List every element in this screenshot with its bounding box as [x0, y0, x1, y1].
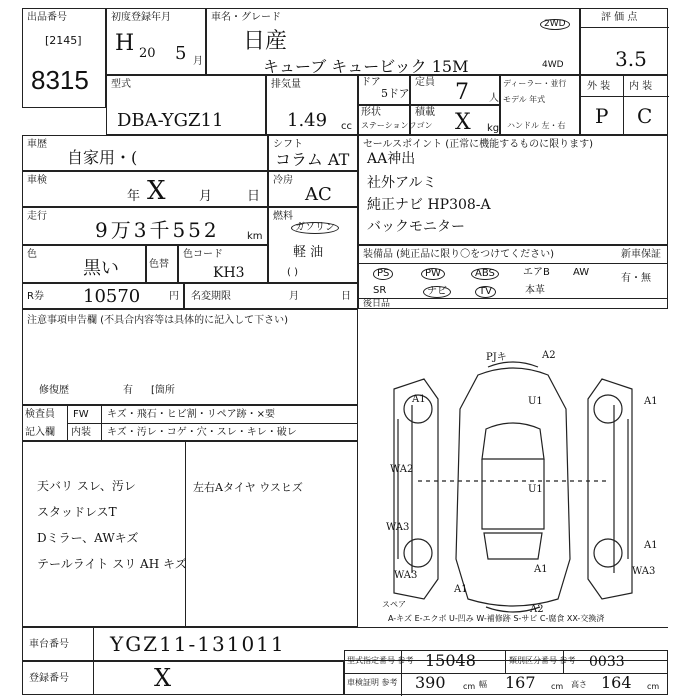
equip-pw: PW	[421, 268, 445, 280]
inspector-label: 検査員	[25, 409, 55, 420]
shift-label: シフト	[273, 139, 303, 150]
spare-mark: スペア	[382, 600, 406, 609]
inspector-note-right-1: 左右Aタイヤ ウスヒズ	[193, 481, 303, 494]
score-box	[580, 8, 668, 75]
exterior-label: 外 装	[587, 81, 611, 92]
ac-label: 冷房	[273, 175, 293, 186]
drive-2wd: 2WD	[540, 19, 570, 30]
model-code-value: 15048	[425, 651, 476, 670]
fuel-label: 燃料	[273, 211, 293, 222]
mark-a1-right-rear: A1	[644, 540, 658, 551]
reg-number-value: X	[154, 664, 172, 692]
mark-pjki: PJキ	[486, 352, 507, 363]
displacement-unit: cc	[341, 121, 352, 132]
door-box	[358, 75, 410, 105]
repair-location: [箇所	[151, 385, 175, 396]
mark-a2-bottom: A2	[530, 604, 544, 615]
equipment-label: 装備品 (純正品に限り〇をつけてください)	[363, 249, 554, 260]
int-items: キズ・汚レ・コゲ・穴・スレ・キレ・破レ	[107, 427, 297, 438]
displacement: 1.49	[287, 110, 328, 131]
mileage-value: 9万3千552	[95, 218, 220, 242]
shift-value: コラム AT	[275, 150, 350, 169]
equip-navi: ナビ	[423, 286, 451, 298]
ext-int-grade-box	[580, 75, 668, 135]
dealer-label: ディーラー・並行	[503, 79, 567, 88]
warranty-options: 有・無	[621, 273, 651, 284]
interior-label: 内 装	[629, 81, 653, 92]
mileage-unit: km	[247, 231, 263, 242]
reg-expiry-day: 日	[341, 291, 351, 302]
reg-number-value-box	[94, 661, 344, 695]
capacity-unit: 人	[489, 93, 499, 104]
color-code-box	[178, 245, 268, 283]
equip-ps: PS	[373, 268, 393, 280]
model-code-label: 型式指定番号 参考	[347, 656, 414, 665]
mark-u1-center: U1	[528, 484, 543, 495]
car-name-box	[206, 8, 580, 75]
shape-label: 形状	[361, 107, 381, 118]
entry-label: 記入欄	[25, 427, 55, 438]
first-reg-month: 5	[175, 43, 187, 64]
recycle-value: 10570	[83, 286, 141, 307]
displacement-label: 排気量	[271, 79, 301, 90]
class-code-label: 類別区分番号 参考	[509, 656, 576, 665]
height-value: 164	[601, 673, 632, 692]
shape: ステーションワゴン	[361, 121, 433, 130]
equip-aw: AW	[573, 267, 590, 278]
new-warranty-label: 新車保証	[621, 249, 661, 260]
fuel-other: ( )	[287, 267, 298, 278]
first-reg-year: 20	[139, 46, 156, 61]
height-unit: cm	[647, 682, 660, 691]
color-code-label: 色コード	[183, 249, 223, 260]
reg-number-label: 登録番号	[29, 673, 69, 684]
width-value: 167	[505, 673, 536, 692]
chassis-label-box	[22, 627, 94, 661]
width-unit: cm	[551, 682, 564, 691]
model-year-label: モデル 年式	[503, 95, 546, 104]
load: X	[455, 110, 471, 135]
reg-expiry-month: 月	[289, 291, 299, 302]
length-unit: cm	[463, 682, 476, 691]
sales-point-box	[358, 135, 668, 245]
color-code: KH3	[213, 265, 245, 281]
inspection-box	[22, 171, 268, 207]
damage-legend: A-キズ E-エクボ U-凹み W-補修跡 S-サビ C-腐食 XX-交換済	[388, 614, 605, 623]
chassis-label: 車台番号	[29, 639, 69, 650]
dealer-box	[500, 75, 580, 135]
interior-grade: C	[637, 104, 653, 128]
length-label: 車検証明 参考	[347, 678, 398, 687]
mark-a2-top: A2	[542, 350, 556, 361]
sales-point-1: AA神出	[367, 151, 416, 167]
caution-box	[22, 309, 358, 405]
capacity-box	[410, 75, 500, 105]
exterior-grade: P	[595, 104, 609, 128]
repair-label: 修復歴	[39, 385, 69, 396]
load-box	[410, 105, 500, 135]
lot-number: 8315	[31, 65, 89, 95]
recycle-unit: 円	[169, 291, 179, 302]
length-value: 390	[415, 673, 446, 692]
shift-box	[268, 135, 358, 171]
mark-u1-top: U1	[528, 396, 543, 407]
model-box	[106, 75, 266, 135]
fuel-diesel: 軽 油	[293, 245, 324, 260]
inspector-box	[22, 405, 358, 441]
repair-value: 有	[123, 385, 133, 396]
sales-point-2: 社外アルミ	[367, 175, 437, 191]
handle-label: ハンドル 左・右	[507, 121, 566, 130]
equipment-box	[358, 245, 668, 309]
inspector-note-2: スタッドレスT	[37, 505, 117, 519]
color-label: 色	[27, 249, 37, 260]
lot-number-small: [2145]	[45, 34, 82, 47]
drive-4wd: 4WD	[542, 60, 564, 70]
mark-wa3-left-rear: WA3	[394, 570, 418, 581]
equip-leather: 本革	[525, 285, 545, 296]
inspection-x: X	[147, 176, 166, 206]
equip-sr: SR	[373, 285, 387, 296]
model-label: 型式	[111, 79, 131, 90]
inspector-note-4: テールライト スリ AH キズ	[37, 557, 187, 571]
color-value: 黒い	[83, 258, 119, 279]
fuel-box	[268, 207, 358, 283]
reg-expiry-box	[184, 283, 358, 309]
ac-box	[268, 171, 358, 207]
int-key: 内装	[71, 427, 91, 438]
capacity-label: 定員	[415, 77, 435, 88]
inspector-note-3: Dミラー、AWキズ	[37, 531, 139, 545]
inspection-month: 月	[199, 189, 213, 204]
car-maker: 日産	[243, 29, 288, 54]
history-value: 自家用・(	[67, 148, 138, 167]
height-label: 高さ	[571, 680, 587, 689]
lot-number-label: 出品番号	[27, 12, 67, 23]
inspector-notes-box	[22, 441, 358, 627]
recycle-box	[22, 283, 184, 309]
first-reg-label: 初度登録年月	[111, 12, 171, 23]
color-change-box	[146, 245, 178, 283]
rear-label: 後日品	[363, 299, 391, 309]
sales-point-3: 純正ナビ HP308-A	[367, 197, 491, 213]
mileage-label: 走行	[27, 211, 47, 222]
cert-box	[344, 650, 668, 695]
load-label: 積載	[415, 107, 435, 118]
recycle-label: R券	[27, 291, 44, 302]
inspection-year: 年	[127, 189, 141, 204]
first-reg-era: H	[115, 31, 135, 56]
ac-value: AC	[305, 184, 332, 205]
fuel-gas: ガソリン	[291, 222, 339, 234]
equip-airbag: エアB	[523, 267, 550, 278]
class-code-value: 0033	[589, 654, 625, 670]
car-name-label: 車名・グレード	[211, 12, 281, 23]
mark-a1-rear: A1	[534, 564, 548, 575]
reg-expiry-label: 名変期限	[191, 291, 231, 302]
equip-abs: ABS	[471, 268, 499, 280]
first-reg-box	[106, 8, 206, 75]
lot-number-box	[22, 8, 106, 108]
door-label: ドア	[361, 77, 381, 88]
drive-box	[536, 8, 580, 75]
inspection-label: 車検	[27, 175, 47, 186]
caution-label: 注意事項申告欄 (不具合内容等は具体的に記入して下さい)	[27, 315, 288, 326]
mileage-box	[22, 207, 268, 245]
ext-items: キズ・飛石・ヒビ割・リペア跡・×要	[107, 409, 275, 420]
score-label: 評 価 点	[601, 12, 638, 23]
load-unit: kg	[487, 123, 500, 134]
color-change-label: 色替	[149, 259, 169, 270]
mark-a1-left-top: A1	[412, 394, 426, 405]
sales-point-4: バックモニター	[367, 219, 465, 235]
color-box	[22, 245, 146, 283]
inspection-day: 日	[247, 189, 261, 204]
equip-tv: TV	[475, 286, 496, 298]
history-box	[22, 135, 268, 171]
chassis-value: YGZ11-131011	[110, 632, 286, 656]
history-label: 車歴	[27, 139, 47, 150]
first-reg-month-unit: 月	[193, 56, 203, 67]
mark-wa2: WA2	[390, 464, 414, 475]
mark-a1-rear-left: A1	[454, 584, 468, 595]
mark-a1-right-top: A1	[644, 396, 658, 407]
ext-key: FW	[73, 409, 89, 420]
score: 3.5	[615, 47, 647, 71]
inspector-note-1: 天バリ スレ、汚レ	[37, 479, 136, 493]
width-label: 幅	[479, 680, 487, 689]
model: DBA-YGZ11	[117, 110, 224, 131]
reg-number-label-box	[22, 661, 94, 695]
displacement-box	[266, 75, 358, 135]
door: 5ドア	[381, 87, 410, 100]
capacity: 7	[455, 80, 469, 105]
mark-wa3-left: WA3	[386, 522, 410, 533]
car-diagram-area	[358, 309, 668, 627]
car-grade: キューブ キュービック 15M	[263, 57, 469, 76]
mark-wa3-right: WA3	[632, 566, 656, 577]
sales-point-label: セールスポイント (正常に機能するものに限ります)	[363, 139, 594, 150]
